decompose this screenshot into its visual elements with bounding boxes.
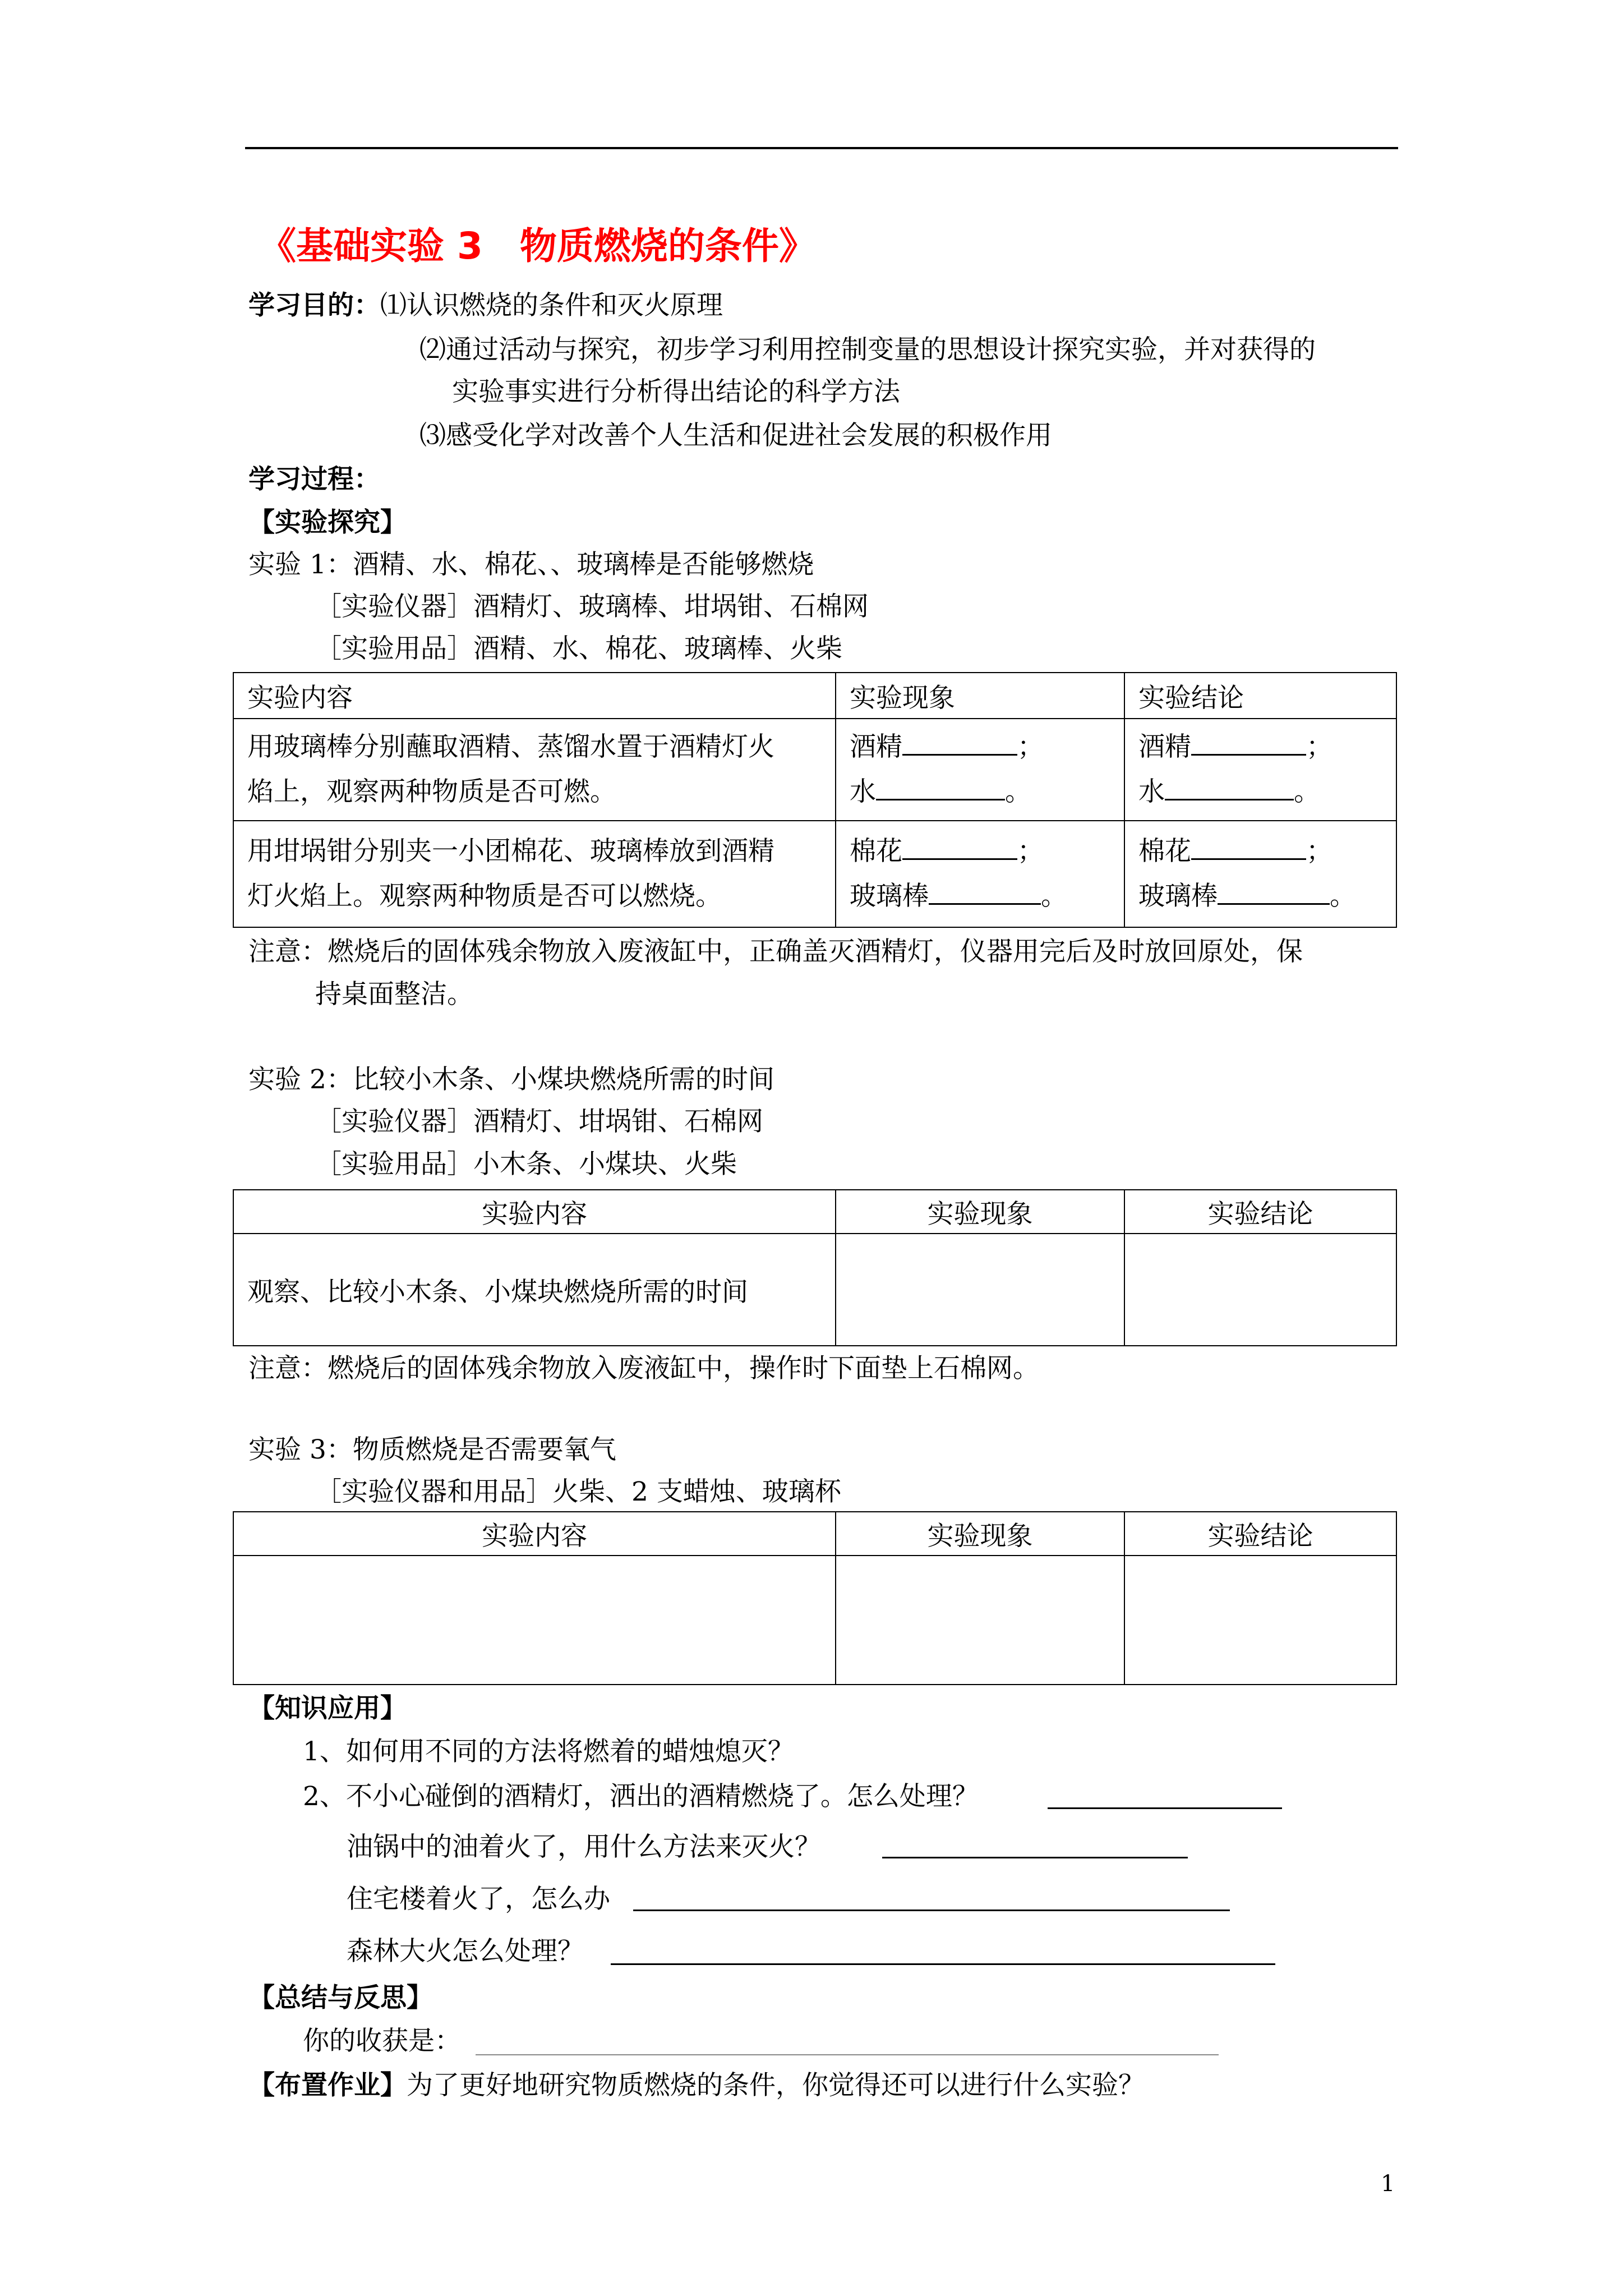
exp1-row1-ph-label2: 水: [850, 776, 876, 807]
exp2-table: [233, 1189, 1397, 1346]
exp2-row-phenomenon[interactable]: [836, 1234, 1124, 1346]
application-heading: 【知识应用】: [248, 1693, 407, 1724]
exp1-row2-ph-label1: 棉花: [850, 836, 902, 867]
exp1-materials: ［实验用品］酒精、水、棉花、玻璃棒、火柴: [315, 633, 842, 664]
exp1-row2-conclusion: [1124, 821, 1396, 927]
application-q5-blank[interactable]: [611, 1963, 1275, 1965]
application-q2: 2、不小心碰倒的酒精灯，洒出的酒精燃烧了。怎么处理？: [303, 1781, 979, 1812]
exp1-row1-co-punct1: ；: [1306, 731, 1332, 762]
objective-1: ⑴认识燃烧的条件和灭火原理: [380, 290, 723, 321]
exp1-row2-co-label1: 棉花: [1138, 836, 1191, 867]
exp1-instruments: ［实验仪器］酒精灯、玻璃棒、坩埚钳、石棉网: [315, 591, 869, 622]
exp1-row2-co-punct2: 。: [1330, 881, 1356, 912]
exp1-header-content: 实验内容: [233, 673, 836, 719]
exp1-row1-co-label2: 水: [1138, 776, 1165, 807]
exp1-row1-content: [233, 719, 836, 821]
exp1-row2-content-line1: 用坩埚钳分别夹一小团棉花、玻璃棒放到酒精: [247, 836, 774, 867]
exp1-header-phenomenon: 实验现象: [836, 673, 1124, 719]
exp1-row1-conclusion: [1124, 719, 1396, 821]
exp3-title: 实验 3：物质燃烧是否需要氧气: [248, 1434, 616, 1465]
exp1-row2-ph-punct1: ；: [1017, 836, 1044, 867]
exp1-row2-ph-blank2[interactable]: [929, 878, 1041, 905]
exp1-table: [233, 672, 1397, 928]
exp1-row2-ph-blank1[interactable]: [902, 834, 1017, 860]
exp1-note-line1: 注意：燃烧后的固体残余物放入废液缸中，正确盖灭酒精灯，仪器用完后及时放回原处，保: [248, 936, 1303, 967]
application-q3-blank[interactable]: [882, 1857, 1188, 1858]
exp3-header-phenomenon: 实验现象: [836, 1512, 1124, 1556]
exp2-row-conclusion[interactable]: [1124, 1234, 1396, 1346]
application-q5: 森林大火怎么处理？: [347, 1936, 584, 1967]
page-number: 1: [1381, 2171, 1395, 2197]
exp2-row-content: 观察、比较小木条、小煤块燃烧所需的时间: [233, 1234, 836, 1346]
exp2-header-phenomenon: 实验现象: [836, 1190, 1124, 1234]
summary-heading: 【总结与反思】: [248, 1982, 433, 2013]
header-rule: [245, 147, 1398, 149]
exp3-header-conclusion: 实验结论: [1124, 1512, 1396, 1556]
homework-block: [248, 2069, 1145, 2102]
application-q2-blank[interactable]: [1048, 1807, 1282, 1809]
exp1-row2-ph-label2: 玻璃棒: [850, 881, 929, 912]
homework-text: 为了更好地研究物质燃烧的条件，你觉得还可以进行什么实验？: [407, 2070, 1145, 2101]
exp2-title: 实验 2：比较小木条、小煤块燃烧所需的时间: [248, 1064, 774, 1095]
exp1-row1-phenomenon: [836, 719, 1124, 821]
exp2-header-content: 实验内容: [233, 1190, 836, 1234]
exp1-row1-co-label1: 酒精: [1138, 731, 1191, 762]
exp1-row1-ph-punct2: 。: [1005, 776, 1031, 807]
summary-gain-blank[interactable]: [476, 2054, 1219, 2055]
exp3-row-conclusion[interactable]: [1124, 1556, 1396, 1685]
application-q1: 1、如何用不同的方法将燃着的蜡烛熄灭？: [303, 1736, 794, 1767]
exp1-row2-co-punct1: ；: [1306, 836, 1332, 867]
exp1-row2-co-blank2[interactable]: [1218, 878, 1330, 905]
page-title: 《基础实验 3 物质燃烧的条件》: [259, 224, 816, 268]
exp1-note-line2: 持桌面整洁。: [315, 979, 473, 1010]
exp1-row1-co-blank1[interactable]: [1191, 729, 1306, 756]
exp2-note: 注意：燃烧后的固体残余物放入废液缸中，操作时下面垫上石棉网。: [248, 1353, 1039, 1384]
objective-2: ⑵通过活动与探究，初步学习利用控制变量的思想设计探究实验，并对获得的: [419, 334, 1316, 365]
exp1-row2-content-line2: 灯火焰上。观察两种物质是否可以燃烧。: [247, 881, 722, 912]
exp1-title: 实验 1：酒精、水、棉花、、玻璃棒是否能够燃烧: [248, 549, 814, 580]
exp2-materials: ［实验用品］小木条、小煤块、火柴: [315, 1149, 737, 1180]
exp1-row1-ph-blank2[interactable]: [876, 774, 1005, 800]
objectives-label: 学习目的：: [248, 290, 380, 321]
exp3-table: [233, 1511, 1397, 1685]
exp1-row1-content-line1: 用玻璃棒分别蘸取酒精、蒸馏水置于酒精灯火: [247, 731, 774, 762]
application-q4: 住宅楼着火了，怎么办: [347, 1884, 610, 1915]
exp1-row1-ph-blank1[interactable]: [902, 729, 1017, 756]
exp3-row-phenomenon[interactable]: [836, 1556, 1124, 1685]
exp1-row2-ph-punct2: 。: [1041, 881, 1067, 912]
exp3-instruments-materials: ［实验仪器和用品］火柴、2 支蜡烛、玻璃杯: [315, 1476, 841, 1507]
exp1-row1-content-line2: 焰上，观察两种物质是否可燃。: [247, 776, 616, 807]
homework-heading: 【布置作业】: [248, 2070, 407, 2101]
application-q3: 油锅中的油着火了，用什么方法来灭火？: [347, 1832, 821, 1862]
process-label: 学习过程：: [248, 464, 380, 495]
exp2-header-conclusion: 实验结论: [1124, 1190, 1396, 1234]
application-q4-blank[interactable]: [633, 1910, 1230, 1911]
exp1-row1-ph-punct1: ；: [1017, 731, 1044, 762]
objectives-block: [248, 289, 723, 323]
exp1-row1-co-blank2[interactable]: [1165, 774, 1294, 800]
inquiry-heading: 【实验探究】: [248, 507, 407, 538]
objective-3: ⑶感受化学对改善个人生活和促进社会发展的积极作用: [419, 420, 1052, 451]
exp3-header-content: 实验内容: [233, 1512, 836, 1556]
exp1-row2-co-blank1[interactable]: [1191, 834, 1306, 860]
exp1-header-conclusion: 实验结论: [1124, 673, 1396, 719]
exp2-instruments: ［实验仪器］酒精灯、坩埚钳、石棉网: [315, 1106, 763, 1137]
summary-gain-label: 你的收获是：: [303, 2026, 461, 2056]
exp1-row2-phenomenon: [836, 821, 1124, 927]
exp1-row1-co-punct2: 。: [1294, 776, 1320, 807]
objective-2-cont: 实验事实进行分析得出结论的科学方法: [452, 376, 900, 407]
exp3-row-content[interactable]: [233, 1556, 836, 1685]
exp1-row2-content: [233, 821, 836, 927]
exp1-row2-co-label2: 玻璃棒: [1138, 881, 1218, 912]
exp1-row1-ph-label1: 酒精: [850, 731, 902, 762]
